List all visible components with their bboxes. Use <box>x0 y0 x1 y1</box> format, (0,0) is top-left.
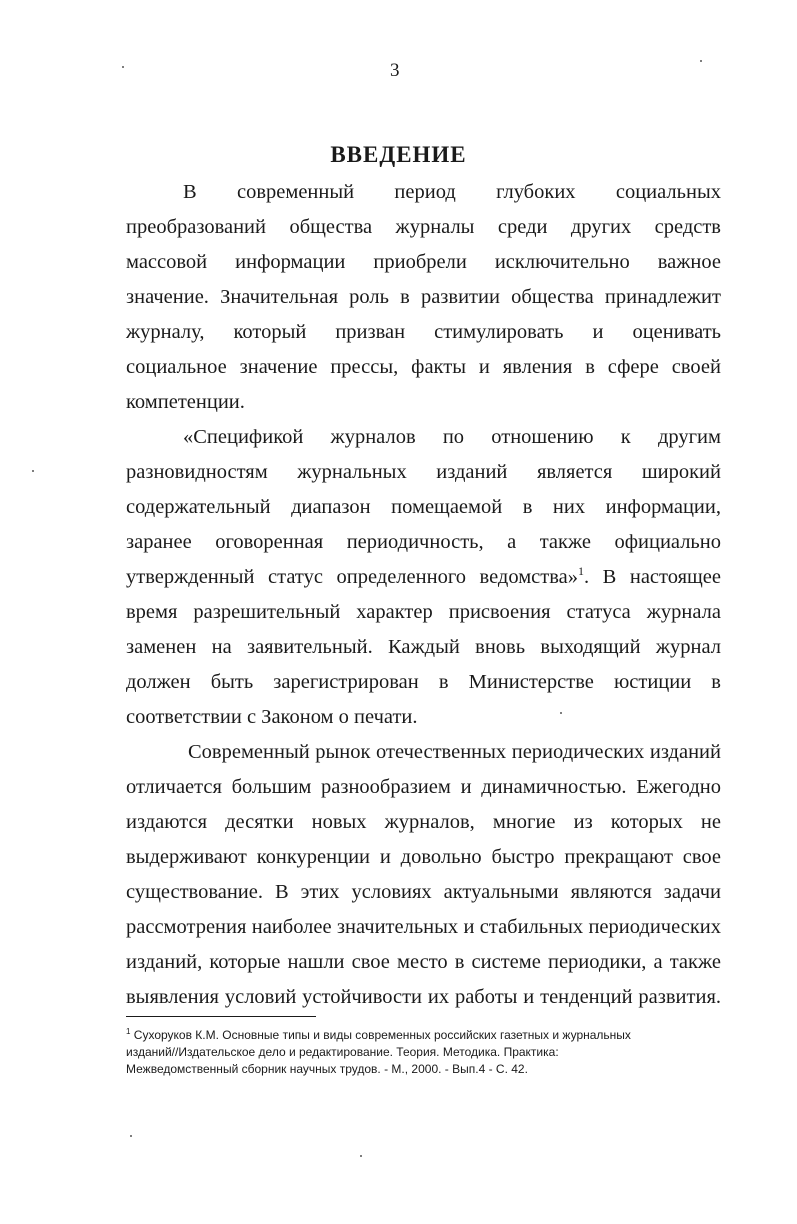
body-line: должен быть зарегистрирован в Министерстве юстиции в <box>126 671 721 693</box>
body-line: соответствии с Законом о печати. <box>126 706 418 728</box>
body-line: издаются десятки новых журналов, многие из которых не <box>126 811 721 833</box>
body-line: заменен на заявительный. Каждый вновь выходящий журнал <box>126 636 721 658</box>
footnote-line <box>126 1027 631 1043</box>
footnote-text: Сухоруков К.М. Основные типы и виды современных российских газетных и журнальных <box>133 1028 631 1042</box>
body-line: Современный рынок отечественных периодических изданий <box>188 741 721 763</box>
scan-speck <box>130 1135 132 1137</box>
body-line: массовой информации приобрели исключительно важное <box>126 251 721 273</box>
body-line: время разрешительный характер присвоения статуса журнала <box>126 601 721 623</box>
body-line: выявления условий устойчивости их работы и тенденций развития. <box>126 986 721 1008</box>
body-line-text: утвержденный статус определенного ведомства» <box>126 566 578 588</box>
scan-speck <box>700 60 702 62</box>
body-line: социальное значение прессы, факты и явления в сфере своей <box>126 356 721 378</box>
footnote-marker: 1 <box>126 1027 131 1036</box>
body-line-with-footnote-ref <box>126 565 721 589</box>
body-line: значение. Значительная роль в развитии общества принадлежит <box>126 286 721 308</box>
footnote-reference: 1 <box>577 564 584 579</box>
body-line: изданий, которые нашли свое место в системе периодики, а также <box>126 951 721 973</box>
body-line: компетенции. <box>126 391 245 413</box>
body-line: «Спецификой журналов по отношению к другим <box>183 426 721 448</box>
body-line: разновидностям журнальных изданий является широкий <box>126 461 721 483</box>
body-line: выдерживают конкуренции и довольно быстро прекращают свое <box>126 846 721 868</box>
scan-speck <box>560 712 562 714</box>
footnote-line: Межведомственный сборник научных трудов. - М., 2000. - Вып.4 - С. 42. <box>126 1062 528 1076</box>
body-line: преобразований общества журналы среди других средств <box>126 216 721 238</box>
footnote-divider <box>126 1016 316 1017</box>
body-line: содержательный диапазон помещаемой в них информации, <box>126 496 721 518</box>
footnote-line: изданий//Издательское дело и редактирование. Теория. Методика. Практика: <box>126 1045 559 1059</box>
scan-speck <box>360 1155 362 1157</box>
body-line: существование. В этих условиях актуальными являются задачи <box>126 881 721 903</box>
page-title: ВВЕДЕНИЕ <box>330 142 467 167</box>
page-number: 3 <box>390 60 400 81</box>
body-line: журналу, который призван стимулировать и оценивать <box>126 321 721 343</box>
scan-speck <box>32 470 34 472</box>
body-line: отличается большим разнообразием и динамичностью. Ежегодно <box>126 776 721 798</box>
body-line-text: . В настоящее <box>583 566 721 588</box>
body-line: рассмотрения наиболее значительных и стабильных периодических <box>126 916 721 938</box>
body-line: В современный период глубоких социальных <box>183 181 721 203</box>
body-line: заранее оговоренная периодичность, а также официально <box>126 531 721 553</box>
scan-speck <box>122 66 124 68</box>
